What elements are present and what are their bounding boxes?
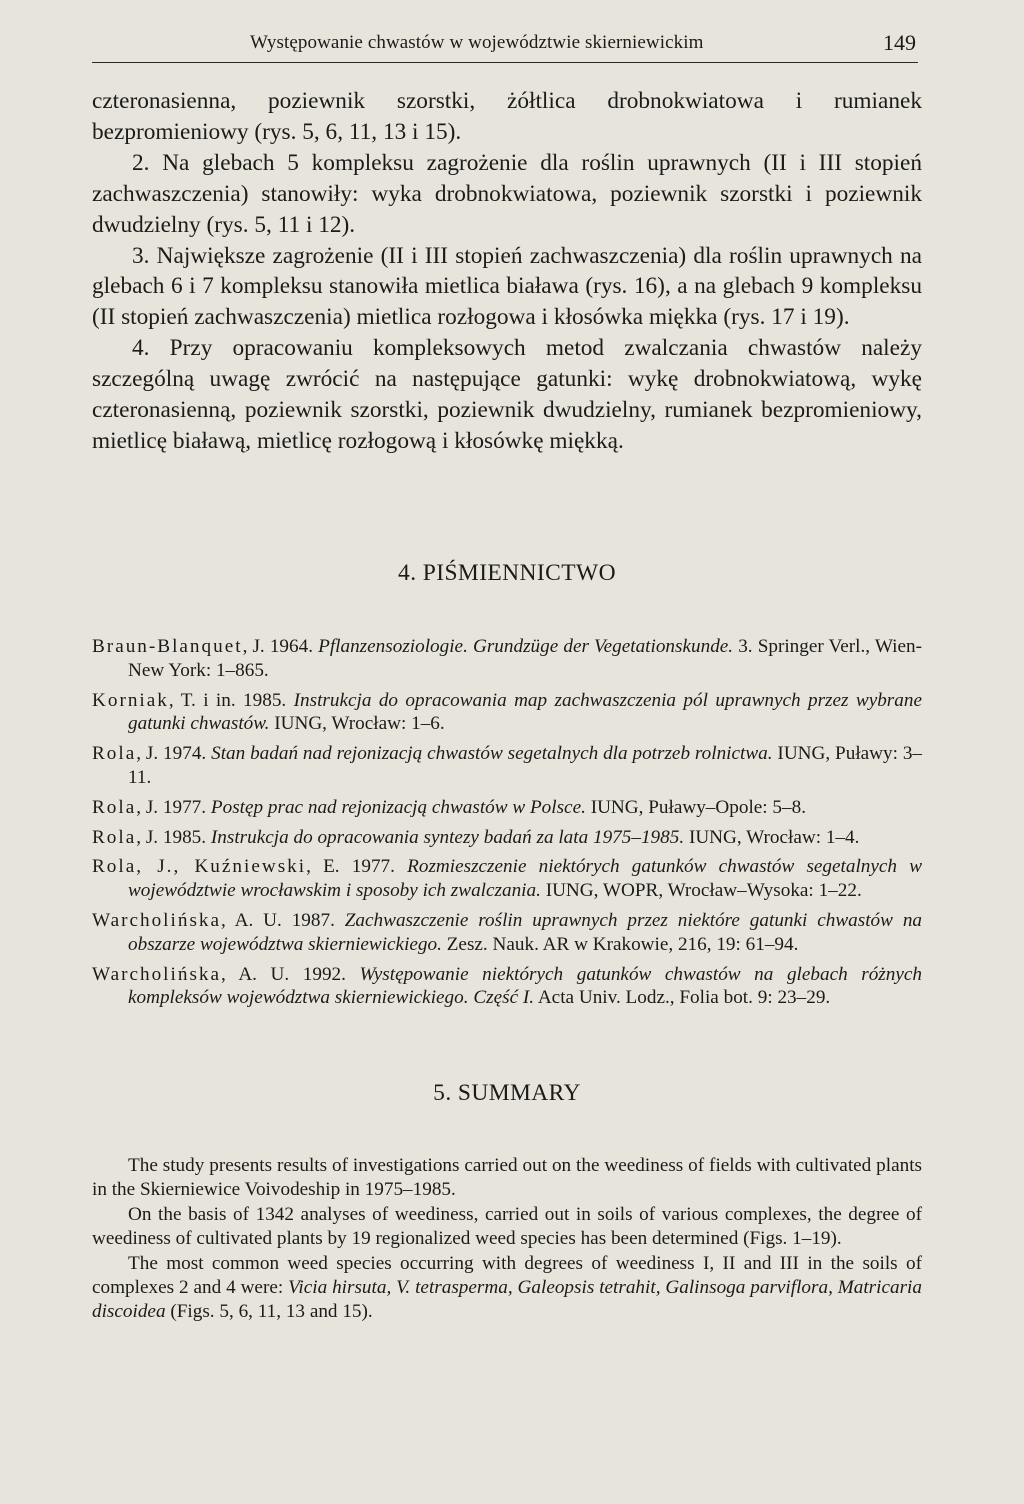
reference-year: , E. 1977. [306,856,408,878]
reference-author: Rola [92,826,137,848]
reference-title: Pflanzensoziologie. Grundzüge der Vegetationskunde. [318,636,734,657]
reference-item [92,796,922,820]
reference-item [92,689,922,737]
reference-author: Rola, J., Kuźniewski [92,856,307,878]
references-heading: 4. PIŚMIENNICTWO [398,560,616,586]
reference-author: Warcholińska [92,963,222,985]
paragraph-1: czteronasienna, poziewnik szorstki, żółtlica drobnokwiatowa i rumianek bezpromieniowy (rys. 5, 6, 11, 13 i 15). [92,88,922,145]
references-list [92,635,922,1016]
summary-paragraph-1: The study presents results of investigations carried out on the weediness of fields with cultivated plants in the Skierniewice Voivodeship in 1975–1985. [92,1155,922,1201]
reference-source: IUNG, Puławy: 3–11. [128,743,923,788]
reference-source: Zesz. Nauk. AR w Krakowie, 216, 19: 61–94. [441,933,799,955]
reference-year: , J. 1964. [242,636,319,657]
reference-item [92,742,922,790]
paragraph-2: 2. Na glebach 5 kompleksu zagrożenie dla roślin uprawnych (II i III stopień zachwaszczenia) stanowiły: wyka drobnokwiatowa, poziewnik szorstki i poziewnik dwudzielny (rys. 5, 11 i 12). [92,149,922,238]
reference-item [92,909,922,957]
reference-year: , A. U. 1992. [221,963,360,985]
reference-title: Stan badań nad rejonizacją chwastów segetalnych dla potrzeb rolnictwa. [211,743,773,765]
reference-item [92,855,922,903]
summary-heading: 5. SUMMARY [433,1080,581,1106]
summary-paragraph-3 [92,1252,922,1325]
reference-title: Postęp prac nad rejonizacją chwastów w Polsce. [210,796,586,818]
reference-author: Warcholińska [92,909,222,931]
reference-author: Rola [92,743,137,765]
reference-item [92,963,922,1011]
reference-year: , J. 1977. [136,796,211,818]
reference-author: Braun-Blanquet [92,636,243,657]
reference-author: Korniak [92,689,169,711]
reference-source: Acta Univ. Lodz., Folia bot. 9: 23–29. [534,987,831,1009]
summary-paragraph-2: On the basis of 1342 analyses of weediness, carried out in soils of various complexes, the degree of weediness of cultivated plants by 19 regionalized weed species has been determined (Figs. 1–19). [92,1203,922,1250]
summary-p3-start: The most common weed species occurring with degrees of weediness I, II and III in the soils of complexes 2 and 4 were: [92,1252,922,1299]
reference-title: Występowanie niektórych gatunków chwastów na glebach różnych kompleksów województwa skierniewickiego. Część I. [128,963,922,1009]
paragraph-4: 4. Przy opracowaniu kompleksowych metod zwalczania chwastów należy szczególną uwagę zwrócić na następujące gatunki: wykę drobnokwiatową, wykę czteronasienną, poziewnik szorstki, poziewnik dwudzielny, rumianek bezpromieniowy, mietlicę białawą, mietlicę rozłogową i kłosówkę miękką. [92,335,922,454]
running-title: Występowanie chwastów w województwie skierniewickim [250,32,704,53]
reference-item [92,635,922,683]
reference-source: IUNG, Wrocław: 1–6. [269,713,445,735]
running-header [92,28,918,63]
page-number: 149 [883,30,916,55]
reference-source: IUNG, Wrocław: 1–4. [684,826,860,848]
paragraph-3: 3. Największe zagrożenie (II i III stopień zachwaszczenia) dla roślin uprawnych na glebach 6 i 7 kompleksu stanowiła mietlica biaława (rys. 16), a na glebach 9 kompleksu (II stopień zachwaszczenia) mietlica rozłogowa i kłosówka miękka (rys. 17 i 19). [92,242,922,331]
reference-source: IUNG, WOPR, Wrocław–Wysoka: 1–22. [540,880,862,902]
summary-text [92,1154,922,1325]
reference-title: Zachwaszczenie roślin uprawnych przez niektóre gatunki chwastów na obszarze województwa skierniewickiego. [128,909,923,955]
reference-year: , J. 1985. [136,826,211,848]
reference-item [92,826,922,850]
reference-year: , T. i in. 1985. [168,689,294,711]
reference-title: Instrukcja do opracowania syntezy badań za lata 1975–1985. [210,826,685,848]
reference-source: IUNG, Puławy–Opole: 5–8. [585,796,806,818]
reference-source: 3. Springer Verl., Wien-New York: 1–865. [128,636,923,681]
summary-p3-end: (Figs. 5, 6, 11, 13 and 15). [165,1301,373,1323]
body-text [92,86,922,457]
reference-title: Rozmieszczenie niektórych gatunków chwastów segetalnych w województwie wrocławskim i sposoby ich zwalczania. [128,856,922,902]
summary-species-list: Vicia hirsuta, V. tetrasperma, Galeopsis tetrahit, Galinsoga parviflora, Matricaria discoidea [92,1277,922,1323]
reference-title: Instrukcja do opracowania map zachwaszczenia pól uprawnych przez wybrane gatunki chwastów. [128,689,922,735]
reference-year: , A. U. 1987. [221,909,345,931]
reference-author: Rola [92,796,137,818]
reference-year: , J. 1974. [136,743,212,765]
